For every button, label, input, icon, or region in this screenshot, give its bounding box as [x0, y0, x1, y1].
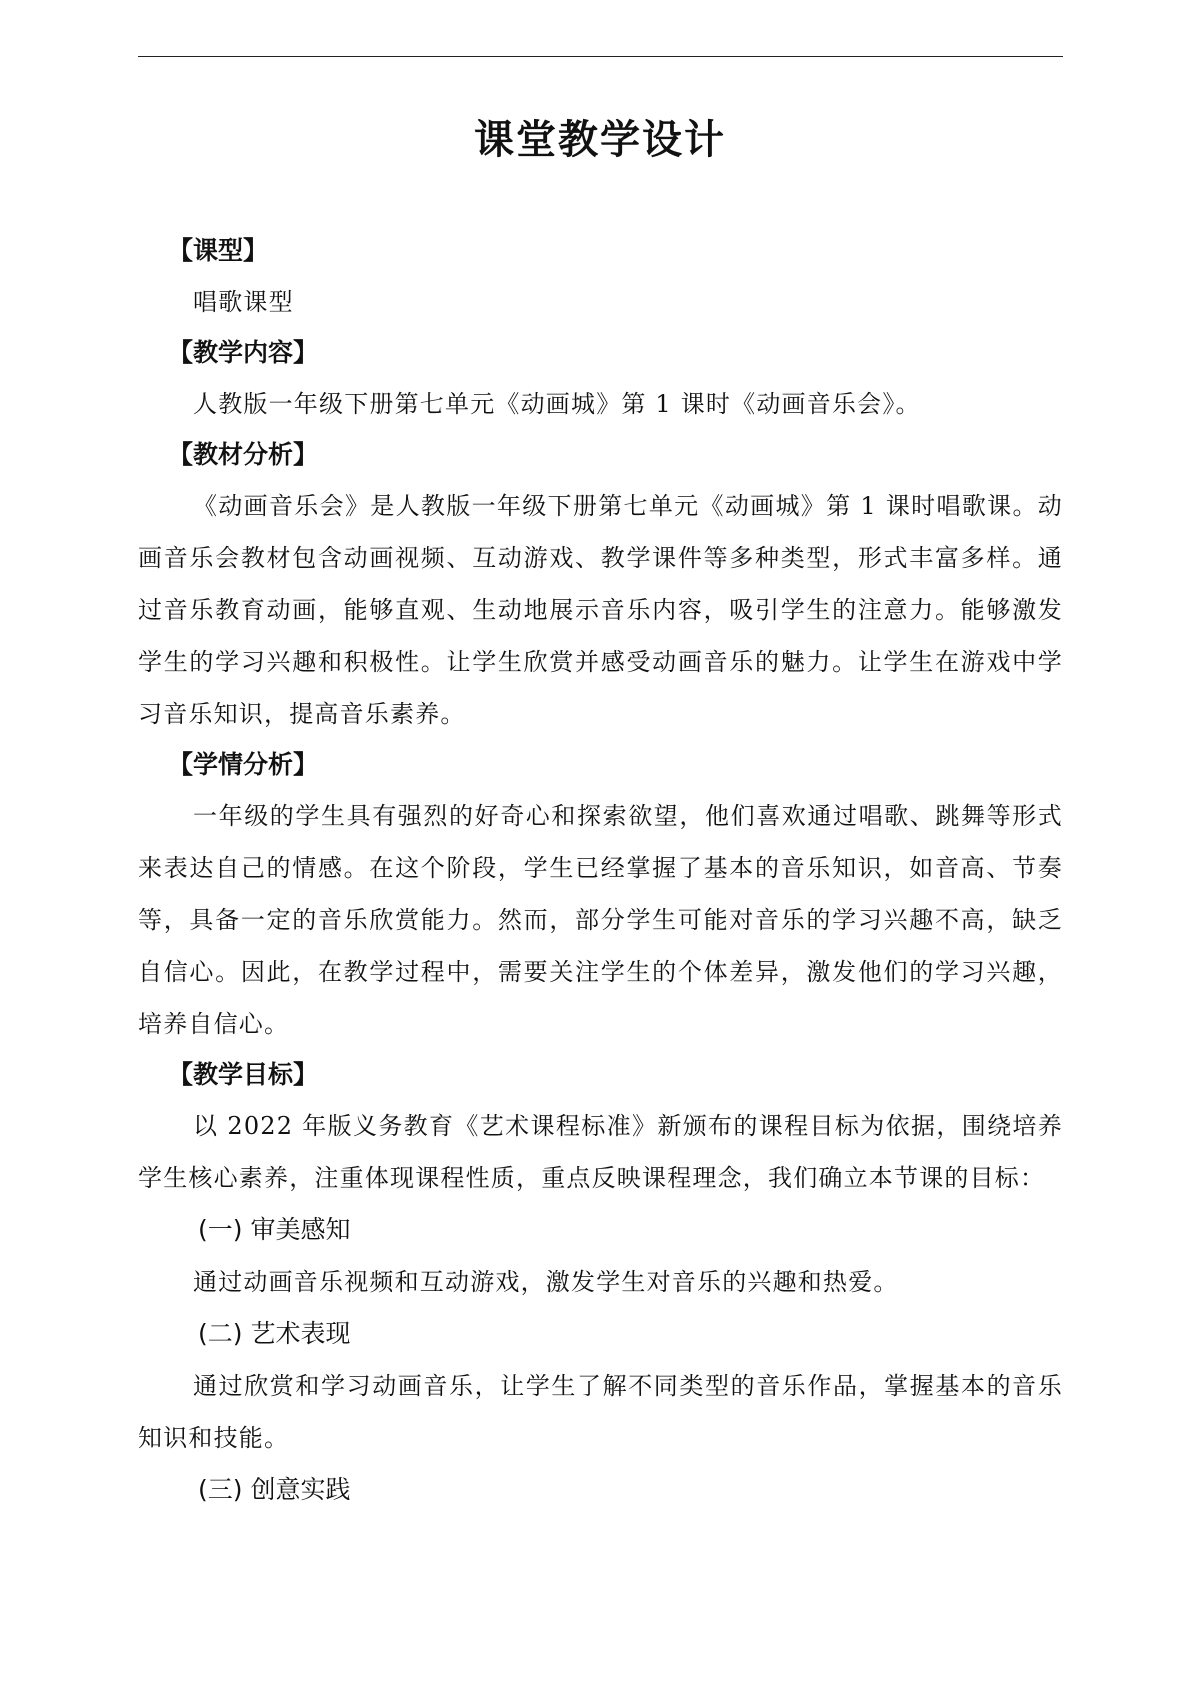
document-body [138, 226, 1063, 1516]
section-heading-material-analysis: 【教材分析】 [168, 440, 319, 469]
section-body-teaching-content: 人教版一年级下册第七单元《动画城》第 1 课时《动画音乐会》。 [193, 390, 921, 418]
goal-heading-aesthetic-perception: (一) 审美感知 [198, 1215, 351, 1244]
goal-body-aesthetic-perception: 通过动画音乐视频和互动游戏，激发学生对音乐的兴趣和热爱。 [193, 1268, 899, 1296]
section-body-course-type: 唱歌课型 [193, 288, 294, 316]
section-body-learner-analysis: 一年级的学生具有强烈的好奇心和探索欲望，他们喜欢通过唱歌、跳舞等形式来表达自己的情感。在这个阶段，学生已经掌握了基本的音乐知识，如音高、节奏等，具备一定的音乐欣赏能力。然而，部分学生可能对音乐的学习兴趣不高，缺乏自信心。因此，在教学过程中，需要关注学生的个体差异，激发他们的学习兴趣，培养自信心。 [138, 802, 1063, 1038]
goal-body-artistic-expression: 通过欣赏和学习动画音乐，让学生了解不同类型的音乐作品，掌握基本的音乐知识和技能。 [138, 1372, 1063, 1452]
section-heading-learner-analysis: 【学情分析】 [168, 750, 319, 779]
section-heading-course-type: 【课型】 [168, 236, 269, 265]
section-heading-teaching-content: 【教学内容】 [168, 338, 319, 367]
goal-heading-artistic-expression: (二) 艺术表现 [198, 1319, 351, 1348]
goal-heading-creative-practice: (三) 创意实践 [198, 1475, 351, 1504]
section-body-teaching-goals: 以 2022 年版义务教育《艺术课程标准》新颁布的课程目标为依据，围绕培养学生核心素养，注重体现课程性质，重点反映课程理念，我们确立本节课的目标： [138, 1112, 1063, 1192]
section-heading-teaching-goals: 【教学目标】 [168, 1060, 319, 1089]
header-rule [138, 56, 1063, 57]
page-title: 课堂教学设计 [474, 117, 726, 163]
section-body-material-analysis: 《动画音乐会》是人教版一年级下册第七单元《动画城》第 1 课时唱歌课。动画音乐会教材包含动画视频、互动游戏、教学课件等多种类型，形式丰富多样。通过音乐教育动画，能够直观、生动地展示音乐内容，吸引学生的注意力。能够激发学生的学习兴趣和积极性。让学生欣赏并感受动画音乐的魅力。让学生在游戏中学习音乐知识，提高音乐素养。 [138, 492, 1063, 728]
